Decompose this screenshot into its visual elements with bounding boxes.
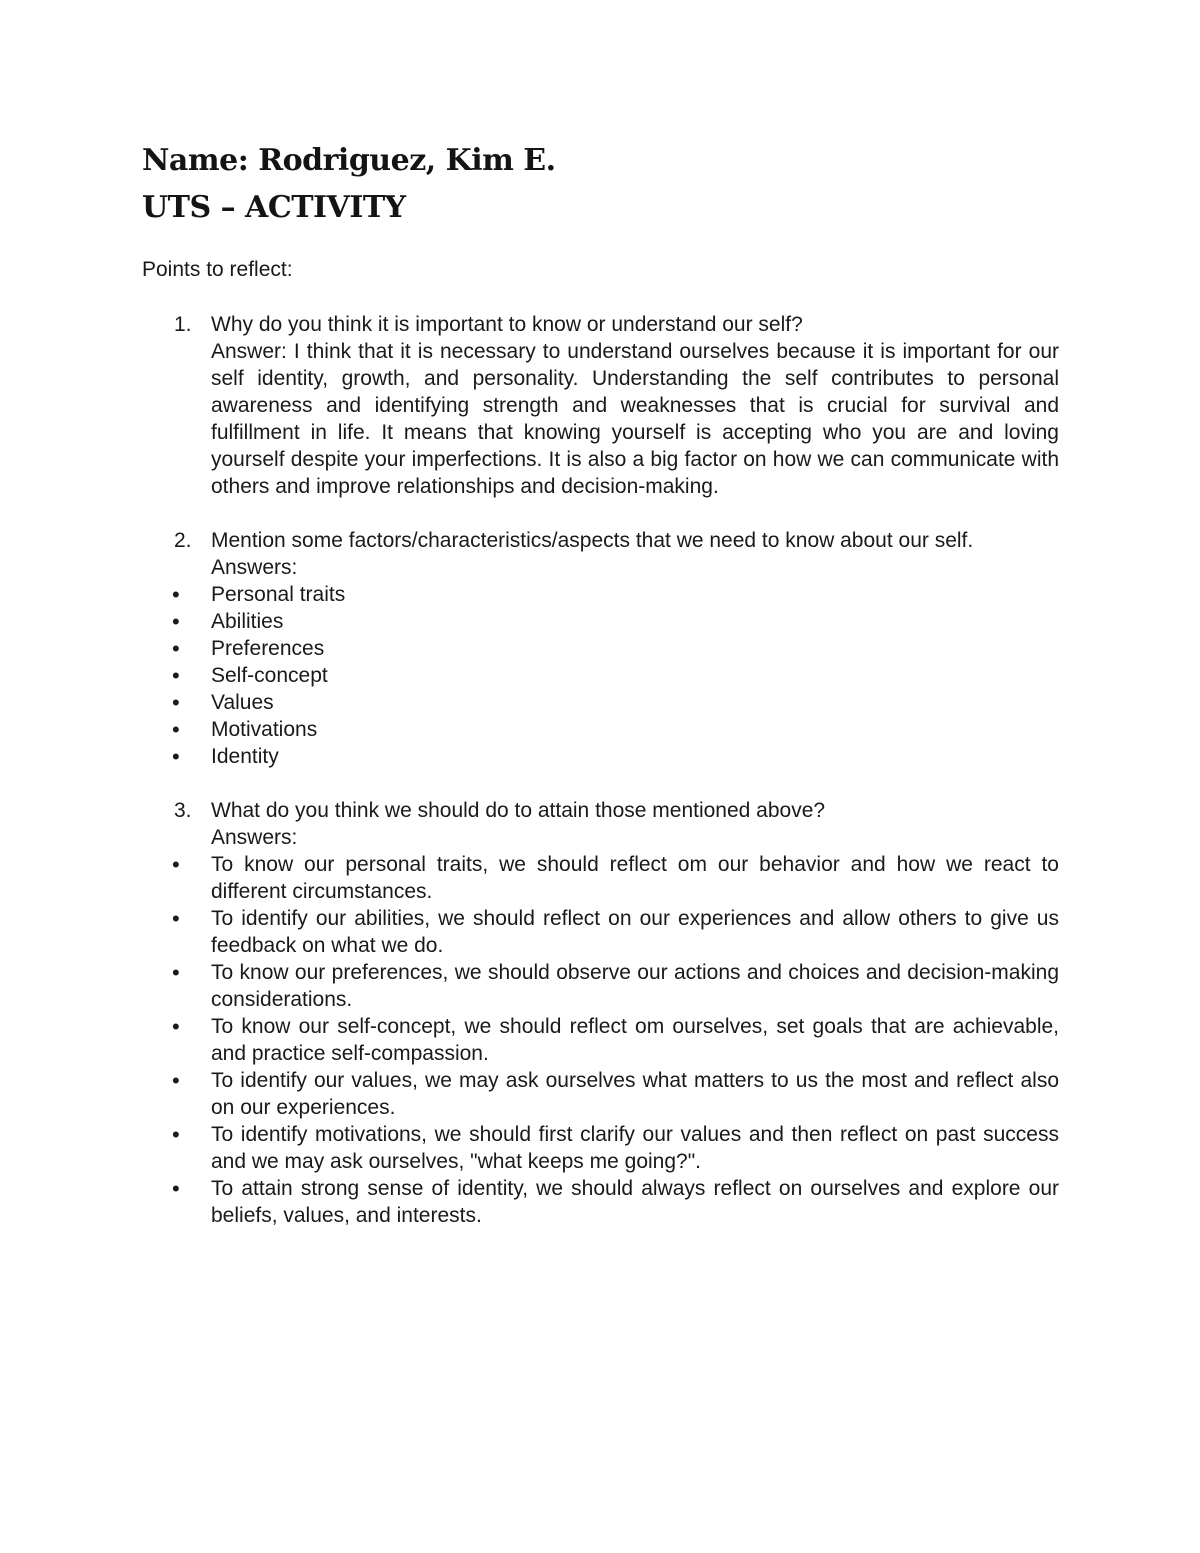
- bullet-icon: •: [172, 582, 180, 607]
- answers-label: Answers:: [211, 826, 298, 849]
- question-text: Mention some factors/characteristics/aspects that we need to know about our self.: [211, 529, 974, 552]
- list-item: [0, 743, 1059, 770]
- question-item: [0, 797, 1059, 851]
- intro-text: Points to reflect:: [142, 258, 293, 281]
- list-item: [0, 851, 1059, 905]
- question-item: [0, 311, 1059, 500]
- bullet-icon: •: [172, 636, 180, 661]
- list-item-text: To know our self-concept, we should reflect om ourselves, set goals that are achievable, and practice self-compassion.: [211, 1015, 1059, 1065]
- questions-list: [0, 311, 1200, 1229]
- bullet-icon: •: [172, 960, 180, 985]
- list-item: [0, 1067, 1059, 1121]
- list-item: [0, 581, 1059, 608]
- list-item: [0, 959, 1059, 1013]
- list-item-text: To identify our abilities, we should reflect on our experiences and allow others to give us feedback on what we do.: [211, 907, 1059, 957]
- list-item: [0, 662, 1059, 689]
- list-item: [0, 716, 1059, 743]
- bullet-icon: •: [172, 1176, 180, 1201]
- answer-paragraph: Answer: I think that it is necessary to understand ourselves because it is important for our self identity, growth, and personality. Understanding the self contributes to personal awareness and identifying strength and weaknesses that is crucial for survival and fulfillment in life. It means that knowing yourself is accepting who you are and loving yourself despite your imperfections. It is also a big factor on how we can communicate with others and improve relationships and decision-making.: [211, 340, 1059, 498]
- bullet-icon: •: [172, 744, 180, 769]
- list-item: [0, 608, 1059, 635]
- list-item-text: Abilities: [211, 610, 284, 633]
- student-name-heading: Name: Rodriguez, Kim E.: [142, 143, 556, 178]
- bullet-icon: •: [172, 852, 180, 877]
- list-item-text: To identify motivations, we should first clarify our values and then reflect on past success and we may ask ourselves, "what keeps me going?".: [211, 1123, 1059, 1173]
- question-item: [0, 527, 1059, 581]
- list-item-text: To know our preferences, we should observe our actions and choices and decision-making considerations.: [211, 961, 1059, 1011]
- list-item: [0, 1175, 1059, 1229]
- list-item-text: Values: [211, 691, 274, 714]
- bullet-icon: •: [172, 663, 180, 688]
- list-item: [0, 1121, 1059, 1175]
- list-item: [0, 1013, 1059, 1067]
- question-text: Why do you think it is important to know or understand our self?: [211, 313, 803, 336]
- bullet-icon: •: [172, 1068, 180, 1093]
- list-item-text: Motivations: [211, 718, 318, 741]
- bullet-icon: •: [172, 717, 180, 742]
- question-text: What do you think we should do to attain those mentioned above?: [211, 799, 826, 822]
- list-item-text: Personal traits: [211, 583, 346, 606]
- list-item-text: Preferences: [211, 637, 325, 660]
- list-item-text: Self-concept: [211, 664, 328, 687]
- activity-heading: UTS – ACTIVITY: [142, 190, 406, 225]
- bullet-icon: •: [172, 609, 180, 634]
- list-item: [0, 905, 1059, 959]
- bullet-icon: •: [172, 1014, 180, 1039]
- list-item-text: To know our personal traits, we should reflect om our behavior and how we react to different circumstances.: [211, 853, 1059, 903]
- bullet-icon: •: [172, 906, 180, 931]
- list-item-text: To identify our values, we may ask ourselves what matters to us the most and reflect also on our experiences.: [211, 1069, 1059, 1119]
- list-item: [0, 635, 1059, 662]
- question-number: 1.: [174, 313, 192, 336]
- bullet-icon: •: [172, 690, 180, 715]
- question-number: 2.: [174, 529, 192, 552]
- question-number: 3.: [174, 799, 192, 822]
- bullet-icon: •: [172, 1122, 180, 1147]
- answers-label: Answers:: [211, 556, 298, 579]
- list-item: [0, 689, 1059, 716]
- list-item-text: Identity: [211, 745, 279, 768]
- list-item-text: To attain strong sense of identity, we should always reflect on ourselves and explore our beliefs, values, and interests.: [211, 1177, 1059, 1227]
